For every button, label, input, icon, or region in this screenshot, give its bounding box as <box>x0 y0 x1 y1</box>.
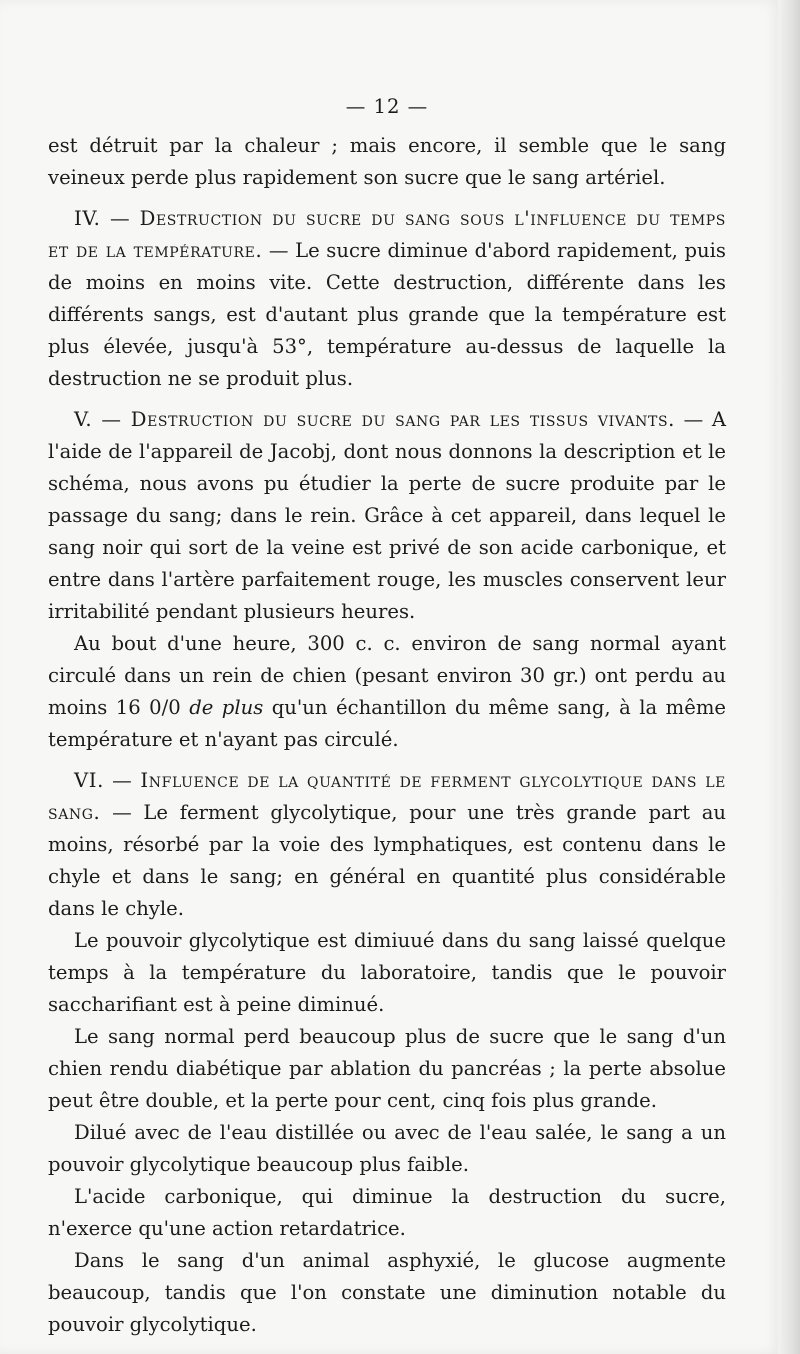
paragraph-continuation: est détruit par la chaleur ; mais encore, il semble que le sang veineux perde plus rapidement son sucre que le sang artériel. <box>48 134 726 189</box>
paragraph: L'acide carbonique, qui diminue la destruction du sucre, n'exerce qu'une action retardatrice. <box>48 1185 726 1240</box>
paragraph: Le pouvoir glycolytique est dimiuué dans du sang laissé quelque temps à la température du laboratoire, tandis que le pouvoir saccharifiant est à peine diminué. <box>48 929 726 1016</box>
emphasis: de plus <box>189 696 264 719</box>
section-body: — A l'aide de l'appareil de Jacobj, dont nous donnons la description et le schéma, nous avons pu étudier la perte de sucre produite par le passage du sang; dans le rein. Grâce à cet appareil, dans lequel le sang noir qui sort de la veine est privé de son acide carbonique, et entre dans l'artère parfaitement rouge, les muscles conservent leur irritabilité pendant plusieurs heures. <box>48 408 727 623</box>
paragraph: Au bout d'une heure, 300 c. c. environ de sang normal ayant circulé dans un rein de chien (pesant environ 30 gr.) ont perdu au moins 16 0/0 de plus qu'un échantillon du même sang, à la même température et n'ayant pas circulé. <box>48 632 726 751</box>
section-v <box>48 404 726 628</box>
paragraph: Dans le sang d'un animal asphyxié, le glucose augmente beaucoup, tandis que l'on constate une diminution notable du pouvoir glycolytique. <box>48 1249 726 1336</box>
section-vi <box>48 765 726 925</box>
paragraph: Le sang normal perd beaucoup plus de sucre que le sang d'un chien rendu diabétique par ablation du pancréas ; la perte absolue peut être double, et la perte pour cent, cinq fois plus grande. <box>48 1025 726 1112</box>
section-body: — Le ferment glycolytique, pour une très grande part au moins, résorbé par la voie des lymphatiques, est contenu dans le chyle et dans le sang; en général en quantité plus considérable dans le chyle. <box>48 801 726 920</box>
section-heading: V. — Destruction du sucre du sang par les tissus vivants. <box>74 408 675 431</box>
section-heading: VI. — Influence de la quantité de ferment glycolytique dans le sang. <box>48 769 726 824</box>
page-number: — 12 — <box>345 95 429 118</box>
section-iv <box>48 203 726 395</box>
paragraph: Dilué avec de l'eau distillée ou avec de l'eau salée, le sang a un pouvoir glycolytique beaucoup plus faible. <box>48 1121 726 1176</box>
page-edge <box>778 0 800 1354</box>
page-text <box>48 88 726 1341</box>
section-body: — Le sucre diminue d'abord rapidement, puis de moins en moins vite. Cette destruction, différente dans les différents sangs, est d'autant plus grande que la température est plus élevée, jusqu'à 53°, température au-dessus de laquelle la destruction ne se produit plus. <box>48 239 726 390</box>
section-heading: IV. — Destruction du sucre du sang sous l'influence du temps et de la température. <box>48 207 726 262</box>
